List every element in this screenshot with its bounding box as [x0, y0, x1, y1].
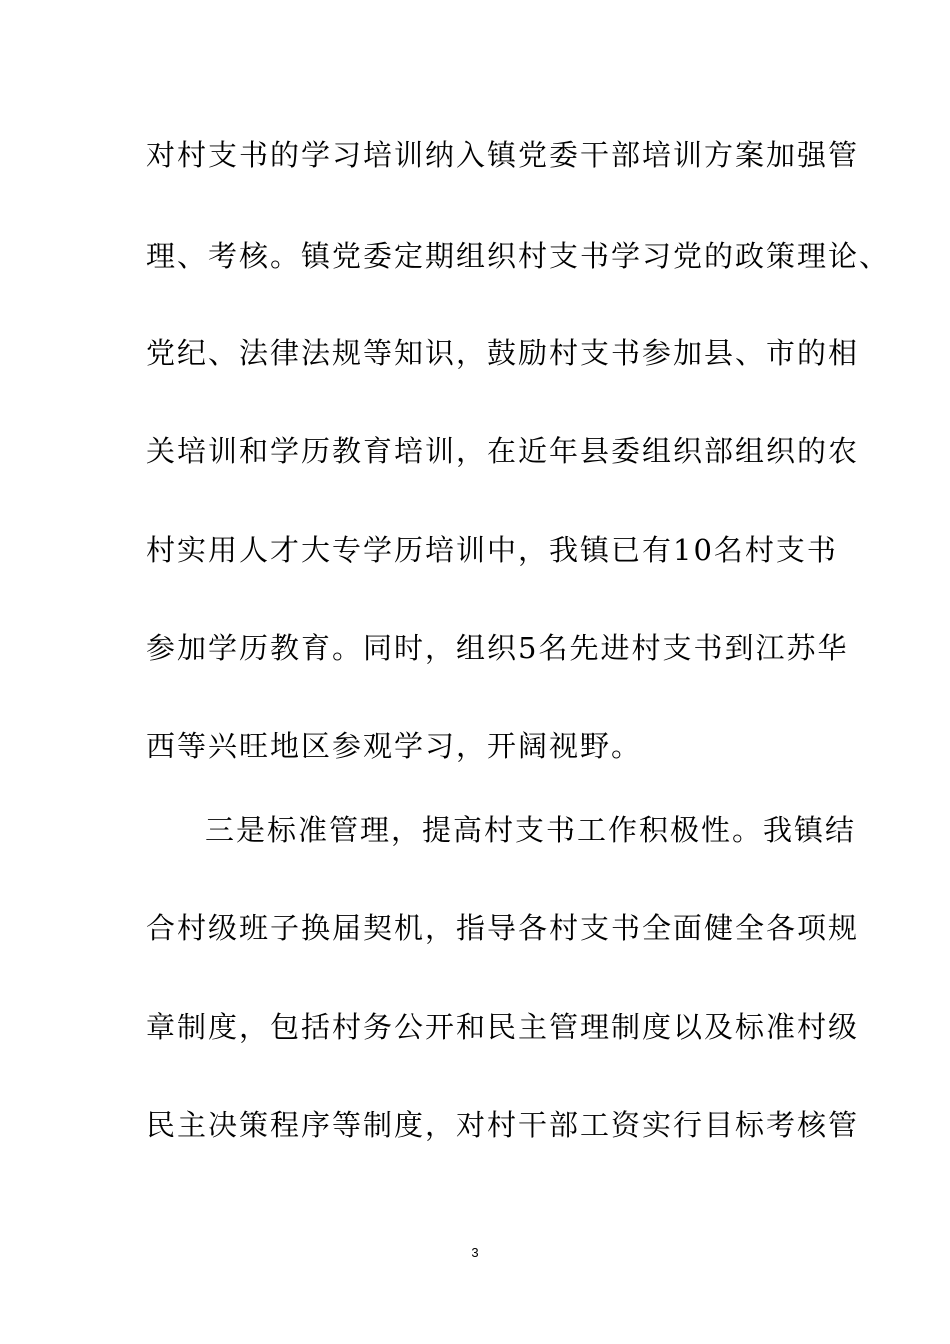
text-line-1: 对村支书的学习培训纳入镇党委干部培训方案加强管 [146, 138, 860, 172]
text-line-2: 理、考核。镇党委定期组织村支书学习党的政策理论、 [146, 239, 891, 273]
text-line-4: 关培训和学历教育培训，在近年县委组织部组织的农 [146, 434, 860, 468]
text-line-6: 参加学历教育。同时，组织5名先进村支书到江苏华 [146, 631, 849, 665]
text-line-3: 党纪、法律法规等知识，鼓励村支书参加县、市的相 [146, 336, 860, 370]
text-line-5: 村实用人才大专学历培训中，我镇已有10名村支书 [146, 533, 838, 567]
text-line-7: 西等兴旺地区参观学习，开阔视野。 [146, 729, 643, 763]
page-number: 3 [471, 1245, 479, 1260]
text-line-10: 章制度，包括村务公开和民主管理制度以及标准村级 [146, 1010, 860, 1044]
text-line-11: 民主决策程序等制度，对村干部工资实行目标考核管 [146, 1108, 860, 1142]
text-line-9: 合村级班子换届契机，指导各村支书全面健全各项规 [146, 911, 860, 945]
text-line-8-paragraph-start: 三是标准管理，提高村支书工作积极性。我镇结 [205, 813, 857, 847]
